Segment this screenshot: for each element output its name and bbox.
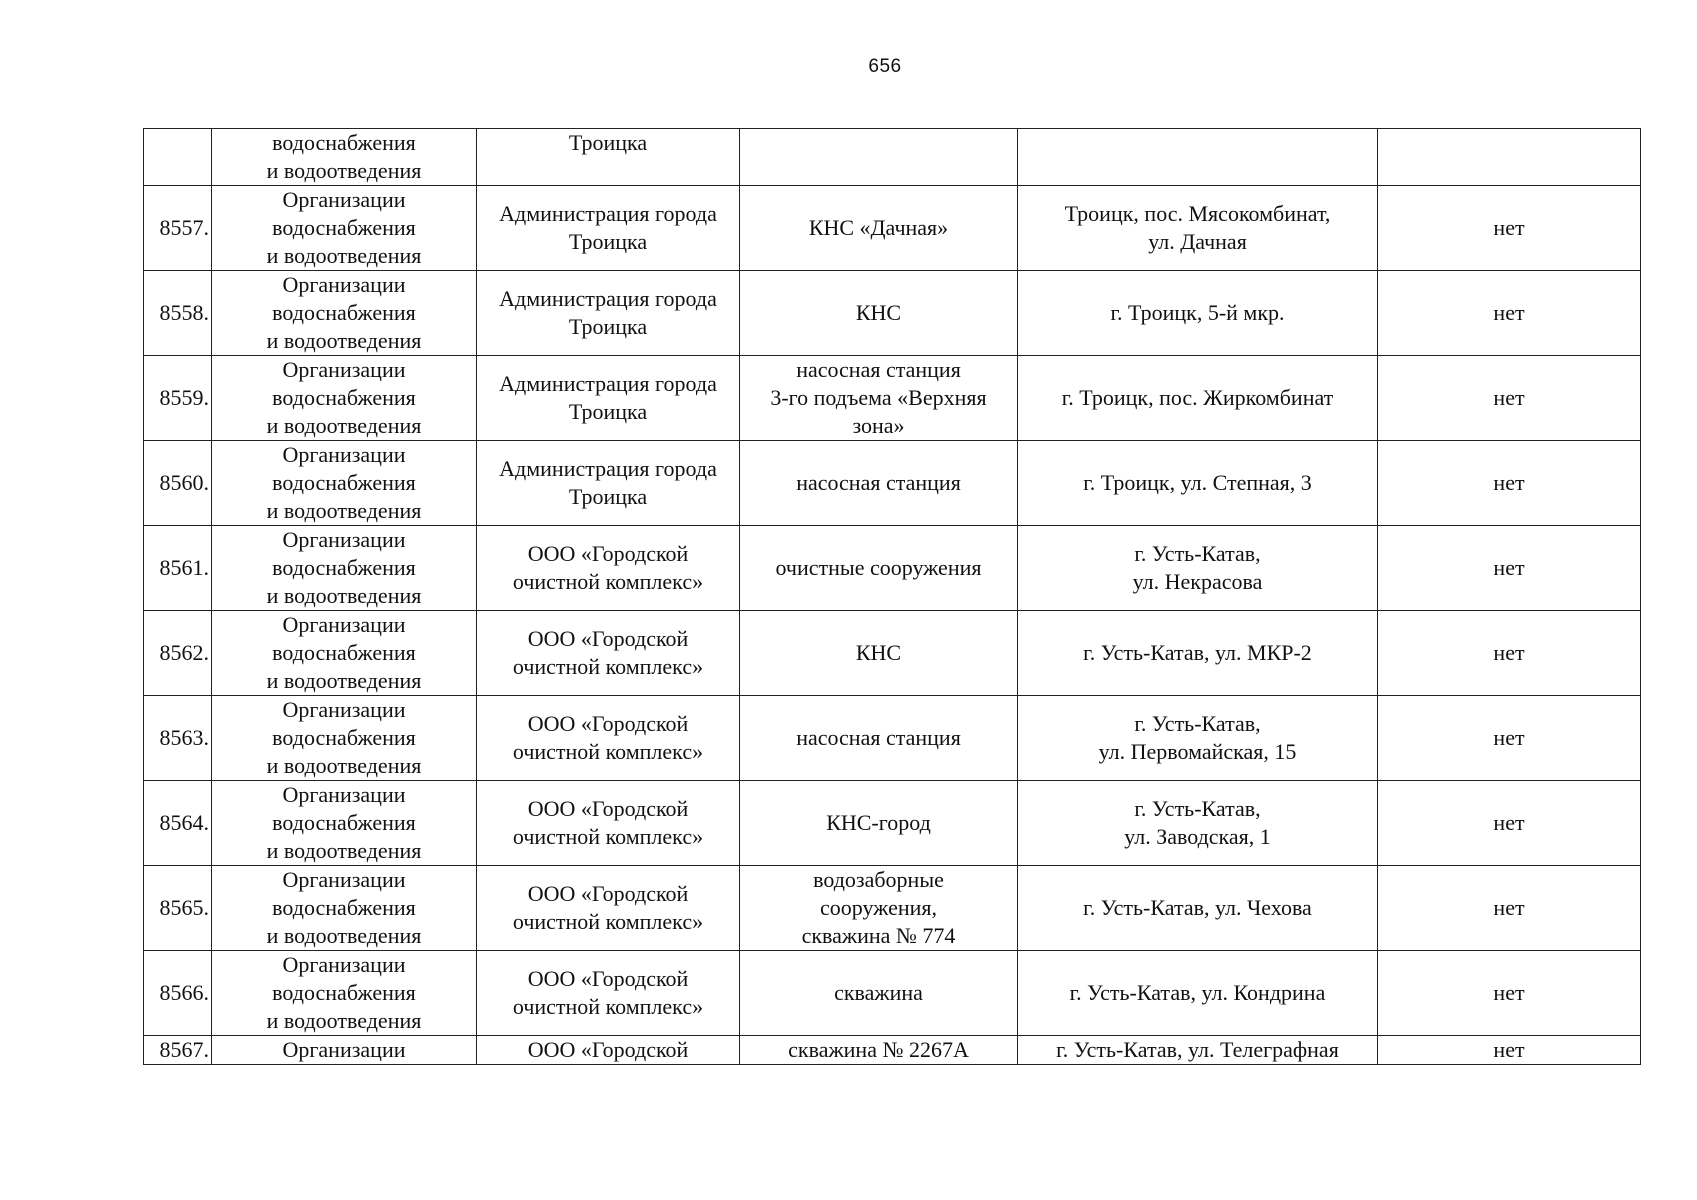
cell-object: скважина № 2267А [740, 1036, 1018, 1065]
cell-object [740, 129, 1018, 186]
table-row [144, 611, 1641, 696]
cell-owner: Администрация города Троицка [477, 356, 740, 441]
table-row [144, 781, 1641, 866]
cell-status: нет [1378, 271, 1641, 356]
cell-object: КНС [740, 611, 1018, 696]
cell-organization-type: Организации водоснабжения и водоотведения [212, 951, 477, 1036]
cell-number: 8564. [144, 781, 212, 866]
cell-owner: ООО «Городской [477, 1036, 740, 1065]
cell-address: г. Усть-Катав, ул. МКР-2 [1018, 611, 1378, 696]
cell-organization-type: Организации водоснабжения и водоотведения [212, 271, 477, 356]
cell-object: КНС [740, 271, 1018, 356]
cell-address [1018, 129, 1378, 186]
cell-address: г. Троицк, пос. Жиркомбинат [1018, 356, 1378, 441]
cell-object: насосная станция [740, 441, 1018, 526]
cell-organization-type: Организации водоснабжения и водоотведения [212, 611, 477, 696]
registry-table [143, 128, 1641, 1065]
cell-owner: Администрация города Троицка [477, 271, 740, 356]
cell-status: нет [1378, 356, 1641, 441]
table-row [144, 186, 1641, 271]
cell-organization-type: Организации водоснабжения и водоотведения [212, 866, 477, 951]
cell-number [144, 129, 212, 186]
cell-status: нет [1378, 696, 1641, 781]
cell-status: нет [1378, 781, 1641, 866]
cell-owner: ООО «Городской очистной комплекс» [477, 526, 740, 611]
cell-owner: ООО «Городской очистной комплекс» [477, 781, 740, 866]
cell-number: 8560. [144, 441, 212, 526]
cell-address: г. Троицк, ул. Степная, 3 [1018, 441, 1378, 526]
cell-address: г. Усть-Катав, ул. Некрасова [1018, 526, 1378, 611]
cell-address: г. Усть-Катав, ул. Заводская, 1 [1018, 781, 1378, 866]
cell-organization-type: Организации водоснабжения и водоотведения [212, 441, 477, 526]
cell-address: г. Троицк, 5-й мкр. [1018, 271, 1378, 356]
cell-number: 8558. [144, 271, 212, 356]
cell-number: 8562. [144, 611, 212, 696]
cell-object: скважина [740, 951, 1018, 1036]
cell-owner: ООО «Городской очистной комплекс» [477, 611, 740, 696]
table-row [144, 951, 1641, 1036]
cell-organization-type: Организации водоснабжения и водоотведения [212, 696, 477, 781]
cell-number: 8565. [144, 866, 212, 951]
cell-status: нет [1378, 611, 1641, 696]
cell-object: насосная станция 3-го подъема «Верхняя зона» [740, 356, 1018, 441]
cell-organization-type: Организации водоснабжения и водоотведения [212, 526, 477, 611]
cell-object: КНС-город [740, 781, 1018, 866]
cell-status: нет [1378, 866, 1641, 951]
cell-status: нет [1378, 951, 1641, 1036]
cell-owner: Администрация города Троицка [477, 441, 740, 526]
table-row [144, 271, 1641, 356]
cell-owner: Троицка [477, 129, 740, 186]
cell-number: 8566. [144, 951, 212, 1036]
cell-status: нет [1378, 441, 1641, 526]
cell-status: нет [1378, 1036, 1641, 1065]
cell-object: КНС «Дачная» [740, 186, 1018, 271]
cell-organization-type: Организации водоснабжения и водоотведения [212, 781, 477, 866]
cell-status [1378, 129, 1641, 186]
cell-number: 8567. [144, 1036, 212, 1065]
cell-owner: ООО «Городской очистной комплекс» [477, 696, 740, 781]
table-row [144, 441, 1641, 526]
cell-number: 8559. [144, 356, 212, 441]
cell-organization-type: Организации водоснабжения и водоотведения [212, 356, 477, 441]
table-row [144, 866, 1641, 951]
cell-organization-type: Организации водоснабжения и водоотведения [212, 186, 477, 271]
cell-number: 8557. [144, 186, 212, 271]
cell-object: очистные сооружения [740, 526, 1018, 611]
cell-address: г. Усть-Катав, ул. Телеграфная [1018, 1036, 1378, 1065]
cell-address: г. Усть-Катав, ул. Первомайская, 15 [1018, 696, 1378, 781]
cell-object: водозаборные сооружения, скважина № 774 [740, 866, 1018, 951]
table-row-last [144, 1036, 1641, 1065]
cell-object: насосная станция [740, 696, 1018, 781]
page-number: 656 [868, 56, 902, 77]
table-row [144, 696, 1641, 781]
cell-address: Троицк, пос. Мясокомбинат, ул. Дачная [1018, 186, 1378, 271]
cell-number: 8561. [144, 526, 212, 611]
cell-owner: ООО «Городской очистной комплекс» [477, 866, 740, 951]
cell-status: нет [1378, 526, 1641, 611]
table-row [144, 526, 1641, 611]
cell-owner: Администрация города Троицка [477, 186, 740, 271]
cell-owner: ООО «Городской очистной комплекс» [477, 951, 740, 1036]
cell-organization-type: водоснабжения и водоотведения [212, 129, 477, 186]
registry-table-body [144, 129, 1641, 1065]
cell-address: г. Усть-Катав, ул. Чехова [1018, 866, 1378, 951]
continuation-row [144, 129, 1641, 186]
cell-status: нет [1378, 186, 1641, 271]
cell-address: г. Усть-Катав, ул. Кондрина [1018, 951, 1378, 1036]
table-row [144, 356, 1641, 441]
cell-organization-type: Организации [212, 1036, 477, 1065]
cell-number: 8563. [144, 696, 212, 781]
